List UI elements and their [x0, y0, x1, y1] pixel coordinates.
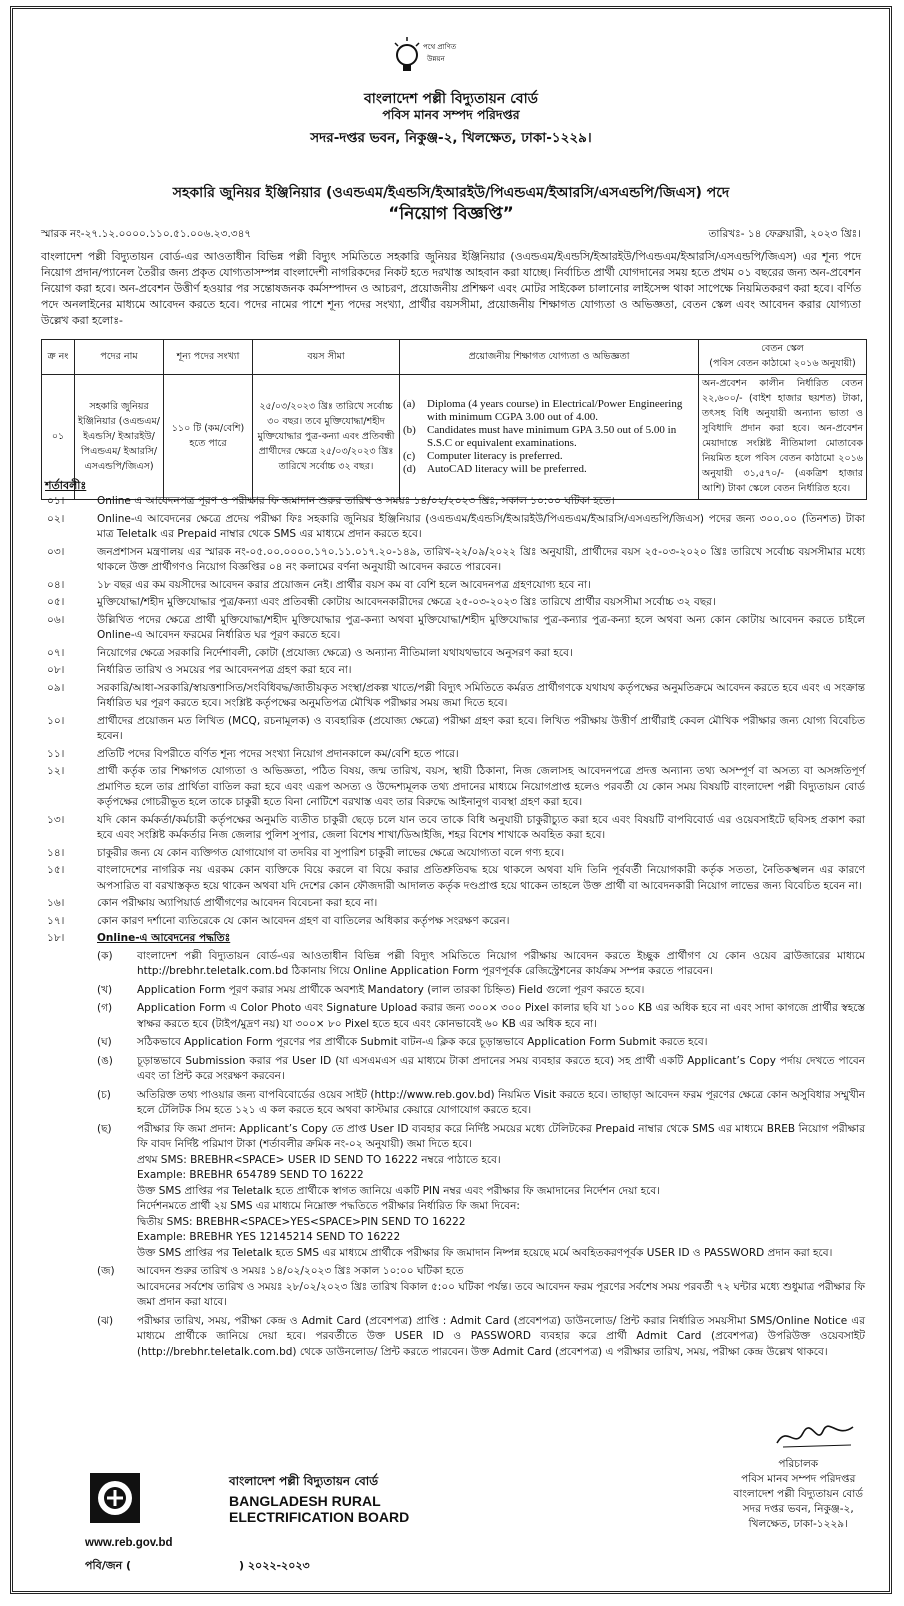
- online-step-text: আবেদনের সর্বশেষ তারিখ ও সময়ঃ ২৮/০২/২০২৩ খ্রিঃ তারিখ বিকাল ৫:০০ ঘটিকা পর্যন্ত। তবে আবেদন ফরম পূরণের সর্বশেষ সময় পরবর্তী ৭২ ঘন্টার মধ্যে শুধুমাত্র পরীক্ষার ফি জমা প্রদান করা যাবে।: [137, 1280, 865, 1308]
- condition-text: Online-এ আবেদনের ক্ষেত্রে প্রদেয় পরীক্ষা ফিঃ সহকারি জুনিয়র ইঞ্জিনিয়ার (ওএন্ডএম/ইএন্ডসি/ইআরইউ/পিএন্ডএম/ইআরসি/এসএন্ডপি/জিএস) পদের জন্য ৩০০.০০ (তিনশত) টাকা মাত্র Teletalk এর Prepaid নাম্বার থেকে SMS এর মাধ্যমে প্রদান করতে হবে।: [97, 512, 865, 540]
- online-step-text: নির্দেশনমতে প্রার্থী ২য় SMS এর মাধ্যমে নিম্নোক্ত পদ্ধতিতে পরীক্ষার নির্ধারিত ফি জমা দিবেন:: [137, 1200, 520, 1212]
- memo-number: স্মারক নং-২৭.১২.০০০০.১১০.৫১.০০৬.২৩.৩৪৭: [41, 228, 252, 240]
- signer-address-1: সদর দপ্তর ভবন, নিকুঞ্জ-২,: [742, 1503, 854, 1515]
- online-step-text: আবেদন শুরুর তারিখ ও সময়ঃ ১৪/০২/২০২৩ খ্রিঃ সকাল ১০:০০ ঘটিকা হতে: [137, 1265, 464, 1277]
- footer-org-en-2: ELECTRIFICATION BOARD: [229, 1509, 410, 1525]
- online-step: [41, 1088, 865, 1119]
- condition-number: ১২।: [47, 765, 65, 777]
- condition-number: ১৫।: [47, 864, 65, 876]
- condition-number: ১৬।: [47, 897, 65, 909]
- qualification-item: (d) AutoCAD literacy will be preferred.: [403, 463, 587, 475]
- online-step-text: Application Form এ Color Photo এবং Signature Upload করার জন্য ৩০০× ৩০০ Pixel কালার ছবি যা ১০০ KB এর অধিক হবে না এবং সাদা কাগজে প্রার্থীর স্বহস্তে স্বাক্ষর করতে হবে (টাইপ/মুদ্রণ নয়) যা ৩০০× ৮০ Pixel হতে হবে এবং কোনভাবেই ৬০ KB এর অধিক হবে না।: [137, 1002, 865, 1030]
- online-step: [41, 949, 865, 980]
- footer-org-bn: বাংলাদেশ পল্লী বিদ্যুতায়ন বোর্ড: [229, 1474, 379, 1488]
- condition-text: উল্লিখিত পদের ক্ষেত্রে প্রার্থী মুক্তিযোদ্ধা/শহীদ মুক্তিযোদ্ধার পুত্র-কন্যা অথবা মুক্তিযোদ্ধা/শহীদ মুক্তিযোদ্ধার পুত্র-কন্যার পুত্র-কন্যা হলে অথবা অন্য কোন কোটায় আবেদন করতে চাইলে Online-এ আবেদন ফরমের নির্ধারিত ঘর পূরণ করতে হবে।: [97, 613, 865, 641]
- condition-number: ১৩।: [47, 813, 65, 826]
- condition-text: নির্ধারিত তারিখ ও সময়ের পর আবেদনপত্র গ্রহণ করা হবে না।: [97, 664, 352, 676]
- condition-item: [41, 896, 865, 912]
- condition-number: ০১।: [47, 495, 65, 507]
- online-step: [41, 1122, 865, 1262]
- condition-item: [41, 914, 865, 930]
- conditions-list: [41, 494, 865, 1363]
- ref-right: ) ২০২২-২০২৩: [239, 1559, 310, 1572]
- condition-number: ০৯।: [47, 681, 65, 694]
- condition-text: সরকারি/আধা-সরকারি/স্বায়ত্তশাসিত/সংবিধিবদ্ধ/জাতীয়কৃত সংস্থা/প্রকল্প খাতে/পল্লী বিদ্যুৎ সমিতিতে কর্মরত প্রার্থীগণকে যথাযথ কর্তৃপক্ষের অনুমতিক্রমে আবেদন করতে হবে এবং এ সংক্রান্ত নির্ধারিত ঘর পূরণ করতে হবে। সংশ্লিষ্ট কর্তৃপক্ষের অনুমতিপত্র মৌখিক পরীক্ষার সময় জমা দিতে হবে।: [97, 681, 865, 709]
- condition-number: ০২।: [47, 512, 65, 525]
- ref-left: পবি/জন (: [85, 1559, 132, 1572]
- condition-number: ০৩।: [47, 545, 65, 558]
- condition-text: প্রার্থীদের প্রয়োজন মত লিখিত (MCQ, রচনামূলক) ও ব্যবহারিক (প্রযোজ্য ক্ষেত্রে) পরীক্ষা গ্রহণ করা হবে। লিখিত পরীক্ষায় উত্তীর্ণ প্রার্থীরাই কেবল মৌখিক পরীক্ষার জন্য যোগ্য বিবেচিত হবেন।: [97, 714, 865, 742]
- condition-text: প্রার্থী কর্তৃক তার শিক্ষাগত যোগ্যতা ও অভিজ্ঞতা, পঠিত বিষয়, জন্ম তারিখ, বয়স, স্থায়ী ঠিকানা, নিজ জেলাসহ আবেদনপত্রে প্রদত্ত অন্যান্য তথ্য অসম্পূর্ণ বা অসত্য বা অসঙ্গতিপূর্ণ প্রমাণিত হলে তার প্রার্থিতা বাতিল করা হবে এবং এরূপ অসত্য ও উদ্দেশ্যমূলক তথ্য প্রদানের মাধ্যমে নিয়োগপ্রাপ্ত হলেও পরবর্তী যে কোন সময় বিষয়টি বাংলাদেশ পল্লী বিদ্যুতায়ন বোর্ড কর্তৃপক্ষের গোচরীভূত হলে তাকে চাকুরী হতে বিনা নোটিশে বরখাস্ত এবং তার বিরুদ্ধে আইনানুগ ব্যবস্থা গ্রহণ করা হবে।: [97, 765, 865, 808]
- signature-icon: [773, 1419, 857, 1453]
- online-step-text: উক্ত SMS প্রাপ্তির পর Teletalk হতে প্রার্থীকে স্বাগত জানিয়ে একটি PIN নম্বর এবং পরীক্ষার ফি জমাদানের নির্দেশন দেয়া হবে।: [137, 1184, 660, 1197]
- bulb-logo-icon: [393, 33, 471, 85]
- condition-text: মুক্তিযোদ্ধা/শহীদ মুক্তিযোদ্ধার পুত্র/কন্যা এবং প্রতিবন্ধী কোটায় আবেদনকারীদের ক্ষেত্রে ২৫-০৩-২০২৩ খ্রিঃ তারিখে প্রার্থীর বয়সসীমা সর্বোচ্চ ৩২ বছর।: [97, 596, 716, 608]
- condition-text: যদি কোন কর্মকর্তা/কর্মচারী কর্তৃপক্ষের অনুমতি ব্যতীত চাকুরী ছেড়ে চলে যান তবে তাকে বিধি অনুযায়ী চাকুরীচ্যুত করা হবে এবং বিষয়টি বাপবিবোর্ড এর ওয়েবসাইটে ছবিসহ প্রকাশ করা হবে এবং সংশ্লিষ্ট কর্মকর্তার নিজ জেলার পুলিশ সুপার, জেলা বিশেষ শাখা/ডিআইজি, শহর বিশেষ শাখাকে অবহিত করা হবে।: [97, 813, 865, 841]
- condition-number: ১০।: [47, 714, 65, 727]
- cell-qualification: [400, 375, 699, 500]
- online-step: [41, 1054, 865, 1085]
- online-step-key: (ঝ): [97, 1314, 114, 1327]
- logo-line-2: উন্নয়ন: [427, 55, 445, 63]
- condition-number: ০৭।: [47, 646, 65, 659]
- condition-number: ০৬।: [47, 613, 65, 626]
- online-step: [41, 983, 865, 999]
- online-step-text: পরীক্ষার ফি জমা প্রদান: Applicant’s Copy তে প্রাপ্ত User ID ব্যবহার করে নির্দিষ্ট সময়ের মধ্যে টেলিটকের Prepaid নাম্বার থেকে SMS এর মাধ্যমে BREB নিয়োগ পরীক্ষার ফি বাবদ নির্দিষ্ট পরিমাণ টাকা (শর্তাবলীর ক্রমিক নং-০২ অনুযায়ী) জমা দিতে হবে।: [137, 1122, 865, 1150]
- signer-address-2: খিলক্ষেত, ঢাকা-১২২৯।: [748, 1518, 848, 1530]
- condition-text: নিয়োগের ক্ষেত্রে সরকারি নির্দেশাবলী, কোটা (প্রযোজ্য ক্ষেত্রে) ও অন্যান্য নীতিমালা যথাযথভাবে অনুসরণ করা হবে।: [97, 646, 573, 659]
- col-serial: ক্র নং: [42, 340, 75, 375]
- signer-designation: পরিচালক: [778, 1458, 819, 1470]
- qualification-item: (c) Computer literacy is preferred.: [403, 450, 563, 462]
- footer-org-en-1: BANGLADESH RURAL: [229, 1493, 381, 1509]
- online-step-key: (চ): [97, 1088, 111, 1101]
- col-salary: [699, 340, 867, 375]
- condition-item: [41, 846, 865, 862]
- intro-paragraph: বাংলাদেশ পল্লী বিদ্যুতায়ন বোর্ড-এর আওতাধীন বিভিন্ন পল্লী বিদ্যুৎ সমিতিতে সহকারি জুনিয়র ইঞ্জিনিয়ার (ওএন্ডএম/ইএন্ডসি/ইআরইউ/পিএন্ডএম/ইআরসি/এসএন্ডপি/জিএস) এর শূন্য পদে নিয়োগ প্রদান/প্যানেল তৈরীর জন্য প্রকৃত যোগ্যতাসম্পন্ন বাংলাদেশী নাগরিকদের নিকট হতে দরখাস্ত আহবান করা যাচ্ছে। নির্বাচিত প্রার্থী যোগদানের সময় হতে প্রথম ০১ বছরের জন্য অন-প্রবেশন নিয়োগ করা হবে। অন-প্রবেশন উত্তীর্ণ হওয়ার পর সন্তোষজনক কর্মসম্পাদন ও আচরণ, প্রয়োজনীয় প্রশিক্ষণ এবং মোটর সাইকেল চালানোর লাইসেন্স থাকা সাপেক্ষে নিয়মিতকরণ করা হবে। বর্ণিত পদে অনলাইনের মাধ্যমে আবেদন করতে হবে। পদের নামের পাশে শূন্য পদের সংখ্যা, প্রার্থীর বয়সসীমা, প্রয়োজনীয় শিক্ষাগত যোগ্যতা ও অভিজ্ঞতা, বেতন স্কেল এবং আবেদন করার যোগ্যতা উল্লেখ করা হলোঃ-: [41, 250, 861, 327]
- website-url: www.reb.gov.bd: [85, 1537, 173, 1549]
- online-method-heading: ১৮। Online-এ আবেদনের পদ্ধতিঃ: [47, 932, 231, 944]
- cell-vacancy: ১১০ টি (কম/বেশি) হতে পারে: [164, 375, 253, 500]
- condition-item: [41, 681, 865, 712]
- condition-number: ১৪।: [47, 846, 65, 859]
- org-name: বাংলাদেশ পল্লী বিদ্যুতায়ন বোর্ড: [364, 91, 538, 107]
- col-salary-note: (পবিস বেতন কাঠামো ২০১৬ অনুযায়ী): [709, 358, 856, 369]
- signer-dept: পবিস মানব সম্পদ পরিদপ্তর: [741, 1473, 856, 1485]
- condition-number: ০৫।: [47, 596, 65, 608]
- condition-text: প্রতিটি পদের বিপরীতে বর্ণিত শূন্য পদের সংখ্যা নিয়োগ প্রদানকালে কম/বেশি হতে পারে।: [97, 747, 459, 760]
- condition-item: [41, 747, 865, 763]
- logo-line-1: পথে প্রাণিত: [423, 43, 457, 51]
- reb-seal-icon: [89, 1472, 141, 1524]
- online-step-text: প্রথম SMS: BREBHR<SPACE> USER ID SEND TO 16222 নম্বরে পাঠাতে হবে।: [137, 1153, 501, 1166]
- col-salary-label: বেতন স্কেল: [761, 343, 804, 354]
- footer-ref: [85, 1557, 310, 1576]
- online-step-text: Example: BREBHR 654789 SEND TO 16222: [137, 1169, 364, 1181]
- signer-block: [734, 1457, 864, 1532]
- condition-number: ০৪।: [47, 578, 65, 591]
- online-step: [41, 1035, 865, 1051]
- table-row: [42, 375, 867, 500]
- online-step-key: (ছ): [97, 1122, 112, 1135]
- condition-text: ১৮ বছর এর কম বয়সীদের আবেদন করার প্রয়োজন নেই। প্রার্থীর বয়স কম বা বেশি হলে আবেদনপত্র গ্রহণযোগ্য হবে না।: [97, 578, 591, 591]
- col-qualification: প্রয়োজনীয় শিক্ষাগত যোগ্যতা ও অভিজ্ঞতা: [400, 340, 699, 375]
- condition-number: ০৮।: [47, 664, 65, 676]
- condition-item: [41, 764, 865, 811]
- online-step-key: (ঙ): [97, 1054, 113, 1067]
- table-header-row: [42, 340, 867, 375]
- condition-item: [41, 578, 865, 594]
- online-step-text: পরীক্ষার তারিখ, সময়, পরীক্ষা কেন্দ্র ও Admit Card (প্রবেশপত্র) প্রাপ্তি : Admit Card (প্রবেশপত্র) ডাউনলোড/ প্রিন্ট করার নির্ধারিত সময়সীমা SMS/Online Notice এর মাধ্যমে প্রার্থীকে জানিয়ে দেয়া হবে। পরবর্তীতে উক্ত USER ID ও PASSWORD ব্যবহার করে প্রার্থী Admit Card (প্রবেশপত্র) উপরিউক্ত ওয়েবসাইট (http://brebhr.teletalk.com.bd) থেকে ডাউনলোড/ প্রিন্ট করতে পারবেন। উক্ত Admit Card (প্রবেশপত্র) এ পরীক্ষার তারিখ, সময়, পরীক্ষা কেন্দ্র উল্লেখ থাকবে।: [137, 1314, 865, 1358]
- online-step-text: উক্ত SMS প্রাপ্তির পর Teletalk হতে SMS এর মাধ্যমে প্রার্থীকে পরীক্ষার ফি জমাদান নিষ্পন্ন হয়েছে মর্মে অবহিতকরণপূর্বক USER ID ও PASSWORD প্রদান করা হবে।: [137, 1246, 833, 1259]
- condition-number: ১১।: [47, 747, 65, 760]
- condition-text: চাকুরীর জন্য যে কোন ব্যক্তিগত যোগাযোগ বা তদবির বা সুপারিশ চাকুরী লাভের ক্ষেত্রে অযোগ্যতা বলে গণ্য হবে।: [97, 846, 565, 859]
- condition-item: [41, 613, 865, 644]
- col-age: বয়স সীমা: [253, 340, 400, 375]
- cell-serial: ০১: [42, 375, 75, 500]
- online-step-text: Example: BREBHR YES 12145214 SEND TO 16222: [137, 1231, 401, 1243]
- condition-item: [41, 646, 865, 662]
- cell-age: ২৫/০৩/২০২৩ খ্রিঃ তারিখে সর্বোচ্চ ৩০ বছর। তবে মুক্তিযোদ্ধা/শহীদ মুক্তিযোদ্ধার পুত্র-কন্যা এবং প্রতিবন্ধী প্রার্থীদের ক্ষেত্রে ২৫/০৩/২০২৩ খ্রিঃ তারিখে সর্বোচ্চ ৩২ বছর।: [253, 375, 400, 500]
- post-title: সহকারি জুনিয়র ইঞ্জিনিয়ার (ওএন্ডএম/ইএন্ডসি/ইআরইউ/পিএন্ডএম/ইআরসি/এসএন্ডপি/জিএস) পদে: [172, 185, 730, 201]
- address: সদর-দপ্তর ভবন, নিকুঞ্জ-২, খিলক্ষেত, ঢাকা-১২২৯।: [310, 130, 592, 146]
- online-step-key: (ঘ): [97, 1036, 112, 1048]
- online-step-key: (খ): [97, 983, 113, 996]
- signer-org: বাংলাদেশ পল্লী বিদ্যুতায়ন বোর্ড: [733, 1488, 863, 1500]
- department: পবিস মানব সম্পদ পরিদপ্তর: [382, 107, 520, 122]
- notice-title: “নিয়োগ বিজ্ঞপ্তি”: [388, 204, 514, 224]
- condition-item: [41, 714, 865, 745]
- qualification-item: (b) Candidates must have minimum GPA 3.50 out of 5.00 in S.S.C or equivalent examinations.: [403, 424, 677, 449]
- online-step-text: অতিরিক্ত তথ্য পাওয়ার জন্য বাপবিবোর্ডের ওয়েব সাইট (http://www.reb.gov.bd) নিয়মিত Visit করতে হবে। তাছাড়া আবেদন ফরম পূরণের ক্ষেত্রে কোন অসুবিধার সম্মুখীন হলে টেলিটক সিম হতে ১২১ এ কল করতে হবে অথবা কাস্টমার কেয়ারে যোগাযোগ করতে হবে।: [137, 1088, 865, 1116]
- cell-post: সহকারি জুনিয়র ইঞ্জিনিয়ার (ওএন্ডএম/ইএন্ডসি/ ইআরইউ/পিএন্ডএম/ ইআরসি/ এসএন্ডপি/জিএস): [75, 375, 164, 500]
- online-step: [41, 1264, 865, 1311]
- col-post: পদের নাম: [75, 340, 164, 375]
- condition-text: কোন কারণ দর্শানো ব্যতিরেকে যে কোন আবেদন গ্রহণ বা বাতিলের অধিকার কর্তৃপক্ষ সংরক্ষণ করেন।: [97, 914, 510, 927]
- online-step-key: (জ): [97, 1265, 115, 1277]
- online-step-text: Application Form পূরণ করার সময় প্রার্থীকে অবশ্যই Mandatory (লাল তারকা চিহ্নিত) Field গুলো পূরণ করতে হবে।: [137, 983, 645, 996]
- notice-date: তারিখঃ- ১৪ ফেব্রুয়ারী, ২০২৩ খ্রিঃ।: [708, 228, 861, 240]
- footer-org: [229, 1473, 409, 1525]
- qualification-item: (a) Diploma (4 years course) in Electrical/Power Engineering with minimum CGPA 3.00 out of 4.00.: [403, 398, 683, 423]
- condition-text: Online এ আবেদনপত্র পূরণ ও পরীক্ষার ফি জমাদান শুরুর তারিখ ও সময়ঃ ১৪/০২/২০২৩ খ্রিঃ, সকাল ১০:০০ ঘটিকা হতে।: [97, 495, 615, 507]
- condition-item: [41, 813, 865, 844]
- conditions-heading: শর্তাবলীঃ: [45, 479, 87, 492]
- condition-item: [41, 512, 865, 543]
- condition-item: [41, 863, 865, 894]
- cell-salary: অন-প্রবেশন কালীন নির্ধারিত বেতন ২২,৬০০/- (বাইশ হাজার ছয়শত) টাকা, তৎসহ বিধি অনুযায়ী অন্যান্য ভাতা ও সুবিধাদি প্রদান করা হবে। অন-প্রবেশন মেয়াদান্তে সংশ্লিষ্ট নীতিমালা মোতাবেক নিয়মিত হলে পবিস বেতন কাঠামো ২০১৬ অনুযায়ী ৩১,৫৭০/- (একত্রিশ হাজার আশি) টাকা স্কেলে বেতন নির্ধারিত হবে।: [699, 375, 867, 500]
- online-step-text: চূড়ান্তভাবে Submission করার পর User ID (যা এসএমএস এর মাধ্যমে টাকা প্রদানের সময় ব্যবহার করতে হবে) সহ প্রার্থী একটি Applicant’s Copy পর্দায় দেখতে পাবেন এবং তা প্রিন্ট করে সংরক্ষণ করবেন।: [137, 1054, 865, 1082]
- online-step: [41, 1314, 865, 1361]
- condition-item: [41, 595, 865, 611]
- col-vacancy: শূন্য পদের সংখ্যা: [164, 340, 253, 375]
- condition-text: কোন পরীক্ষায় অ্যাপিয়ার্ড প্রার্থীগণের আবেদন বিবেচনা করা হবে না।: [97, 897, 378, 909]
- condition-item: [41, 663, 865, 679]
- condition-text: জনপ্রশাসন মন্ত্রণালয় এর স্মারক নং-০৫.০০.০০০০.১৭০.১১.০১৭.২০-১৪৯, তারিখ-২২/০৯/২০২২ খ্রিঃ অনুযায়ী, প্রার্থীদের বয়স ২৫-০৩-২০২০ খ্রিঃ তারিখে সর্বোচ্চ বয়সসীমার মধ্যে থাকলে উক্ত প্রার্থীগণও নিয়োগ বিজ্ঞপ্তির ০৪ নং কলামের বর্ণনা অনুযায়ী আবেদন করতে পারবেন।: [97, 545, 865, 573]
- condition-item: [41, 494, 865, 510]
- condition-item: [41, 545, 865, 576]
- online-step-key: (গ): [97, 1002, 113, 1014]
- notice-page: [10, 6, 892, 1594]
- condition-number: ১৭।: [47, 914, 65, 927]
- online-step-text: দ্বিতীয় SMS: BREBHR<SPACE>YES<SPACE>PIN SEND TO 16222: [137, 1215, 466, 1228]
- online-step: [41, 1001, 865, 1032]
- condition-text: বাংলাদেশের নাগরিক নয় এরকম কোন ব্যক্তিকে বিয়ে করলে বা বিয়ে করার প্রতিশ্রুতিবদ্ধ হয়ে থাকলে অথবা যদি তিনি পূর্ববর্তী নিয়োগকারী কর্তৃক সততা, নৈতিকস্খলন এর কারণে অপসারিত বা বরখাস্তকৃত হয়ে থাকেন অথবা যদি দেশের কোন ফৌজদারী আদালত কর্তৃক দণ্ডপ্রাপ্ত হয়ে থাকেন তাহলে উক্ত প্রার্থী বা আবেদনকারী নিয়োগ লাভের জন্য বিবেচিত হবেন না।: [97, 864, 865, 892]
- online-step-text: সঠিকভাবে Application Form পূরণের পর প্রার্থীকে Submit বাটন-এ ক্লিক করে চূড়ান্তভাবে Application Form Submit করতে হবে।: [137, 1036, 708, 1048]
- requirements-table: [41, 339, 867, 500]
- online-step-text: বাংলাদেশ পল্লী বিদ্যুতায়ন বোর্ড-এর আওতাধীন বিভিন্ন পল্লী বিদ্যুৎ সমিতিতে নিয়োগ পরীক্ষায় আবেদন করতে ইচ্ছুক প্রার্থীগণ যে কোন ওয়েব ব্রাউজারের মাধ্যমে http://brebhr.teletalk.com.bd ঠিকানায় গিয়ে Online Application Form পূরণপূর্বক রেজিস্ট্রেশনের কার্যক্রম সম্পন্ন করতে পারবেন।: [137, 949, 865, 977]
- online-step-key: (ক): [97, 949, 113, 962]
